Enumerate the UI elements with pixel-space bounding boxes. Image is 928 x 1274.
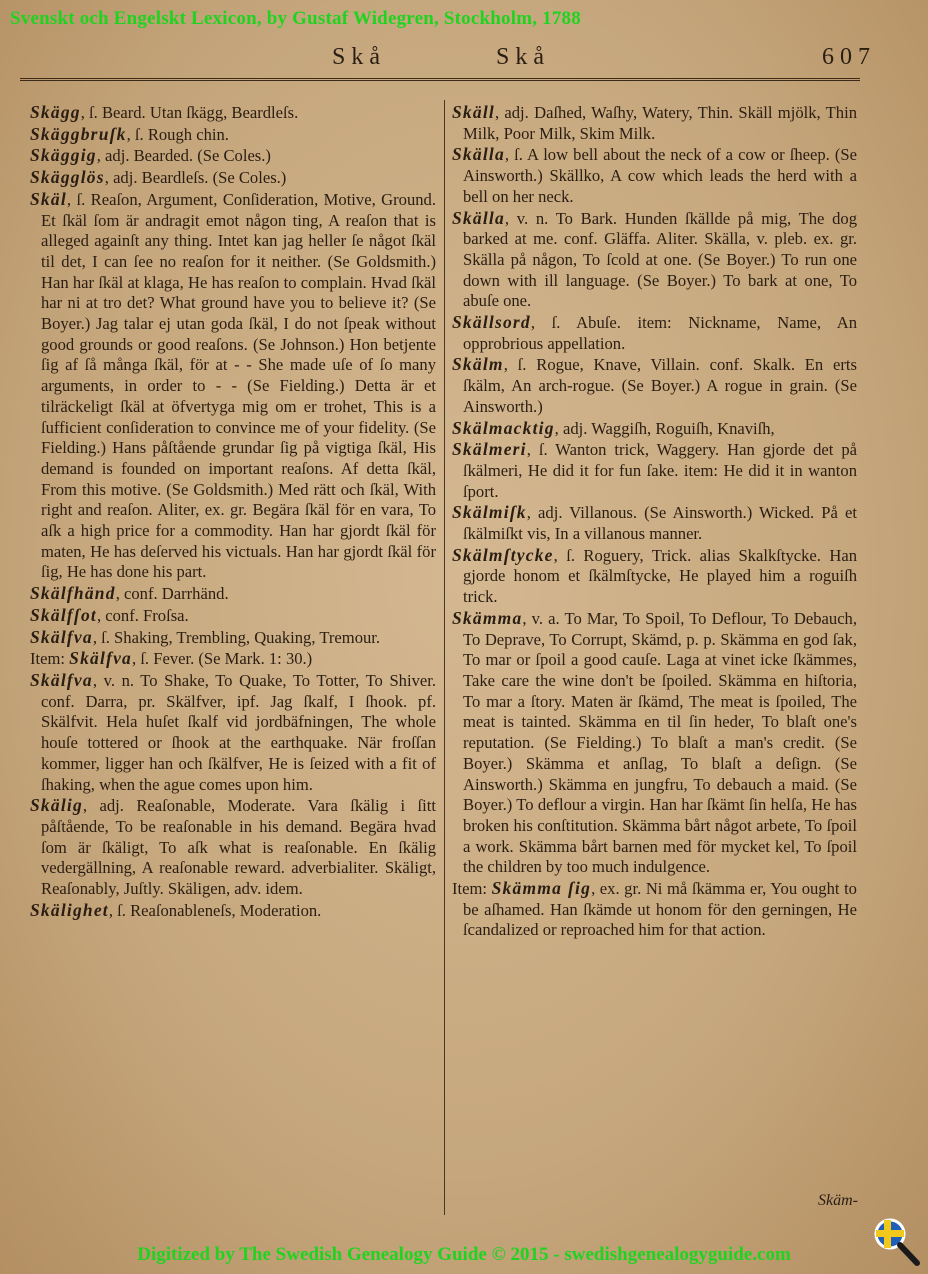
entry-headword: Skägglös xyxy=(30,167,105,188)
entry-definition: , adj. Villanous. (Se Ainsworth.) Wicked. På et ſkälmiſkt vis, In a villanous manner. xyxy=(463,503,857,544)
entry-headword: Skägg xyxy=(30,102,81,122)
entry-definition: , ſ. Rogue, Knave, Villain. conf. Skalk. En erts ſkälm, An arch-rogue. (Se Boyer.) A rogue in grain. (Se Ainsworth.) xyxy=(463,355,857,416)
column-divider xyxy=(444,100,445,1215)
entry-headword: Skämma xyxy=(452,607,523,628)
entry-definition: , adj. Daſhed, Waſhy, Watery, Thin. Skäll mjölk, Thin Milk, Poor Milk, Skim Milk. xyxy=(463,103,857,143)
dictionary-entry xyxy=(452,418,857,440)
entry-definition: , v. n. To Shake, To Quake, To Totter, To Shiver. conf. Darra, pr. Skälfver, ipf. Jag ſkalf, I ſhook. pf. Skälfvit. Hela huſet ſkalf vid jordbäfningen, The whole houſe tottered or ſhook at the earthquake. När froſſan kommer, ligger han och ſkälfver, He is ſeized with a fit of ſhaking, when the ague comes upon him. xyxy=(41,670,436,794)
dictionary-entry xyxy=(30,583,436,605)
entry-definition: , v. n. To Bark. Hunden ſkällde på mig, The dog barked at me. conf. Gläffa. Aliter. Skälla, v. pleb. ex. gr. Skälla på någon, To ſcold at one. (Se Boyer.) To run one down with ill language. (Se Boyer.) To bark at one, To abuſe one. xyxy=(463,208,857,311)
dictionary-entry xyxy=(30,648,436,670)
entry-definition: , ſ. Roguery, Trick. alias Skalkſtycke. Han gjorde honom et ſkälmſtycke, He played him a roguiſh trick. xyxy=(463,545,857,607)
dictionary-entry xyxy=(30,145,436,167)
dictionary-entry xyxy=(452,608,857,878)
page-number: 607 xyxy=(822,44,876,70)
dictionary-entry xyxy=(452,354,857,417)
entry-headword: Skäggbruſk xyxy=(30,123,127,144)
dictionary-entry xyxy=(30,627,436,649)
entry-definition: , conf. Froſsa. xyxy=(96,605,189,625)
entry-definition: , ſ. Reaſon, Argument, Conſideration, Motive, Ground. Et ſkäl ſom är andragit emot någon ting, A reaſon that is alleged againſt any thing. Intet kan jag heller ſe något ſkäl til det, I can ſee no reaſon for it neither. (Se Goldsmith.) Han har ſkäl at klaga, He has reaſon to complain. Hvad ſkäl har ni at tro det? What ground have you to believe it? (Se Boyer.) Jag talar ej utan goda ſkäl, I do not ſpeak without good grounds or good reaſons. (Se Johnson.) Hon betjente ſig af ſå många ſkäl, för at - - She made uſe of ſo many arguments, in order to - - (Se Fielding.) Detta är et tilräckeligt ſkäl at öfvertyga mig om er trohet, This is a ſufficient conſideration to convince me of your fidelity. (Se Fielding.) Hans påſtående grundar ſig på vigtiga ſkäl, His demand is founded on important reaſons. Af detta ſkäl, From this motive. (Se Goldsmith.) Med rätt och ſkäl, With right and reaſon. Aliter, ex. gr. Begära ſkäl för en vara, To aſk a high price for a commodity. Han har gjordt ſkäl för maten, He has deſerved his victuals. Han har gjordt ſkäl för ſig, He has done his part. xyxy=(41,189,436,582)
entry-headword: Skämma ſig xyxy=(491,878,592,899)
catchword: Skäm- xyxy=(818,1192,858,1209)
header-rule xyxy=(20,78,860,81)
entry-headword: Skälla xyxy=(452,144,505,165)
entry-headword: Skälm xyxy=(452,354,504,375)
dictionary-entry xyxy=(30,124,436,146)
dictionary-entry xyxy=(452,502,857,544)
dictionary-entry xyxy=(30,670,436,795)
dictionary-entry xyxy=(30,189,436,583)
entry-headword: Skäggig xyxy=(30,145,97,166)
entry-headword: Skälfva xyxy=(69,648,133,669)
entry-definition: , ſ. A low bell about the neck of a cow or ſheep. (Se Ainsworth.) Skällko, A cow which leads the herd with a bell on her neck. xyxy=(463,145,857,206)
dictionary-entry xyxy=(452,439,857,502)
running-head xyxy=(0,44,928,74)
dictionary-entry xyxy=(452,545,857,608)
running-head-left: Skå xyxy=(332,44,386,70)
entry-definition: , ſ. Rough chin. xyxy=(126,124,229,144)
entry-headword: Skälmiſk xyxy=(452,502,527,523)
dictionary-entry xyxy=(452,208,857,313)
entry-definition: , conf. Darrhänd. xyxy=(115,584,229,604)
entry-definition: , ſ. Shaking, Trembling, Quaking, Tremour. xyxy=(92,627,381,647)
entry-headword: Skälmſtycke xyxy=(452,544,554,565)
entry-definition: , ſ. Abuſe. item: Nickname, Name, An opprobrious appellation. xyxy=(463,313,857,353)
right-column xyxy=(452,102,857,941)
dictionary-entry xyxy=(30,605,436,627)
entry-headword: Skällsord xyxy=(452,312,531,333)
entry-headword: Skälfva xyxy=(30,626,93,647)
dictionary-entry xyxy=(452,878,857,941)
entry-definition: , v. a. To Mar, To Spoil, To Deflour, To Debauch, To Deprave, To Corrupt, Skämd, p. p. Skämma en god ſak, To mar or ſpoil a good cauſe. Laga at vinet icke ſkämmes, Take care the wine don't be ſpoiled. Skämma en hiſtoria, To mar a ſtory. Maten är ſkämd, The meat is ſpoiled, The meat is tainted. Skämma en til ſin heder, To blaſt one's reputation. (Se Fielding.) To blaſt a man's credit. (Se Boyer.) Skämma et anſlag, To blaſt a deſign. (Se Ainsworth.) Skämma en jungfru, To debauch a maid. (Se Boyer.) To deflour a virgin. Han har ſkämt ſin helſa, He has broken his conſtitution. Skämma bårt något arbete, To ſpoil a work. Skämma bårt barnen med för mycket kel, To ſpoil the children by too much indulgence. xyxy=(463,608,857,877)
dictionary-entry xyxy=(30,102,436,124)
entry-definition: , ſ. Wanton trick, Waggery. Han gjorde det på ſkälmeri, He did it for fun ſake. item: He did it in wanton ſport. xyxy=(463,440,857,501)
dictionary-entry xyxy=(30,900,436,922)
entry-headword: Skäll xyxy=(452,102,495,122)
entry-definition: , ſ. Beard. Utan ſkägg, Beardleſs. xyxy=(80,103,299,122)
entry-definition: , adj. Reaſonable, Moderate. Vara ſkälig i ſitt påſtående, To be reaſonable in his demand. Begära hvad ſom är ſkäligt, To aſk what is reaſonable. En ſkälig vedergällning, A reaſonable reward. adverbialiter. Skäligt, Reaſonably, Juſtly. Skäligen, adv. idem. xyxy=(41,796,436,899)
dictionary-entry xyxy=(30,795,436,900)
entry-definition: , adj. Waggiſh, Roguiſh, Knaviſh, xyxy=(554,418,775,438)
entry-definition: , ex. gr. Ni må ſkämma er, You ought to be aſhamed. Han ſkämde ut honom för den gerningen, He ſcandalized or reproached him for that action. xyxy=(463,879,857,940)
running-head-right: Skå xyxy=(496,44,550,70)
entry-prefix: Item: xyxy=(452,879,492,899)
entry-headword: Skälmeri xyxy=(452,439,527,460)
entry-headword: Skäl xyxy=(30,188,67,209)
swedish-flag-magnifier-icon xyxy=(872,1216,922,1268)
dictionary-entry xyxy=(452,144,857,207)
entry-headword: Skälfva xyxy=(30,669,93,690)
entry-definition: , adj. Bearded. (Se Coles.) xyxy=(96,146,271,166)
entry-headword: Skälla xyxy=(452,207,505,228)
dictionary-entry xyxy=(452,102,857,144)
entry-headword: Skälfſot xyxy=(30,604,97,625)
entry-definition: , adj. Beardleſs. (Se Coles.) xyxy=(104,168,287,188)
digitization-footer: Digitized by The Swedish Genealogy Guide © 2015 - swedishgenealogyguide.com xyxy=(137,1244,791,1265)
entry-definition: , ſ. Fever. (Se Mark. 1: 30.) xyxy=(132,649,313,669)
dictionary-entry xyxy=(452,312,857,354)
entry-prefix: Item: xyxy=(30,649,70,669)
entry-headword: Skälmacktig xyxy=(452,417,555,438)
entry-definition: , ſ. Reaſonableneſs, Moderation. xyxy=(108,900,322,920)
left-column xyxy=(30,102,436,921)
dictionary-entry xyxy=(30,167,436,189)
entry-headword: Skälig xyxy=(30,795,83,816)
entry-headword: Skälfhänd xyxy=(30,583,116,604)
entry-headword: Skälighet xyxy=(30,899,109,920)
digitization-title: Svenskt och Engelskt Lexicon, by Gustaf Widegren, Stockholm, 1788 xyxy=(10,8,581,29)
